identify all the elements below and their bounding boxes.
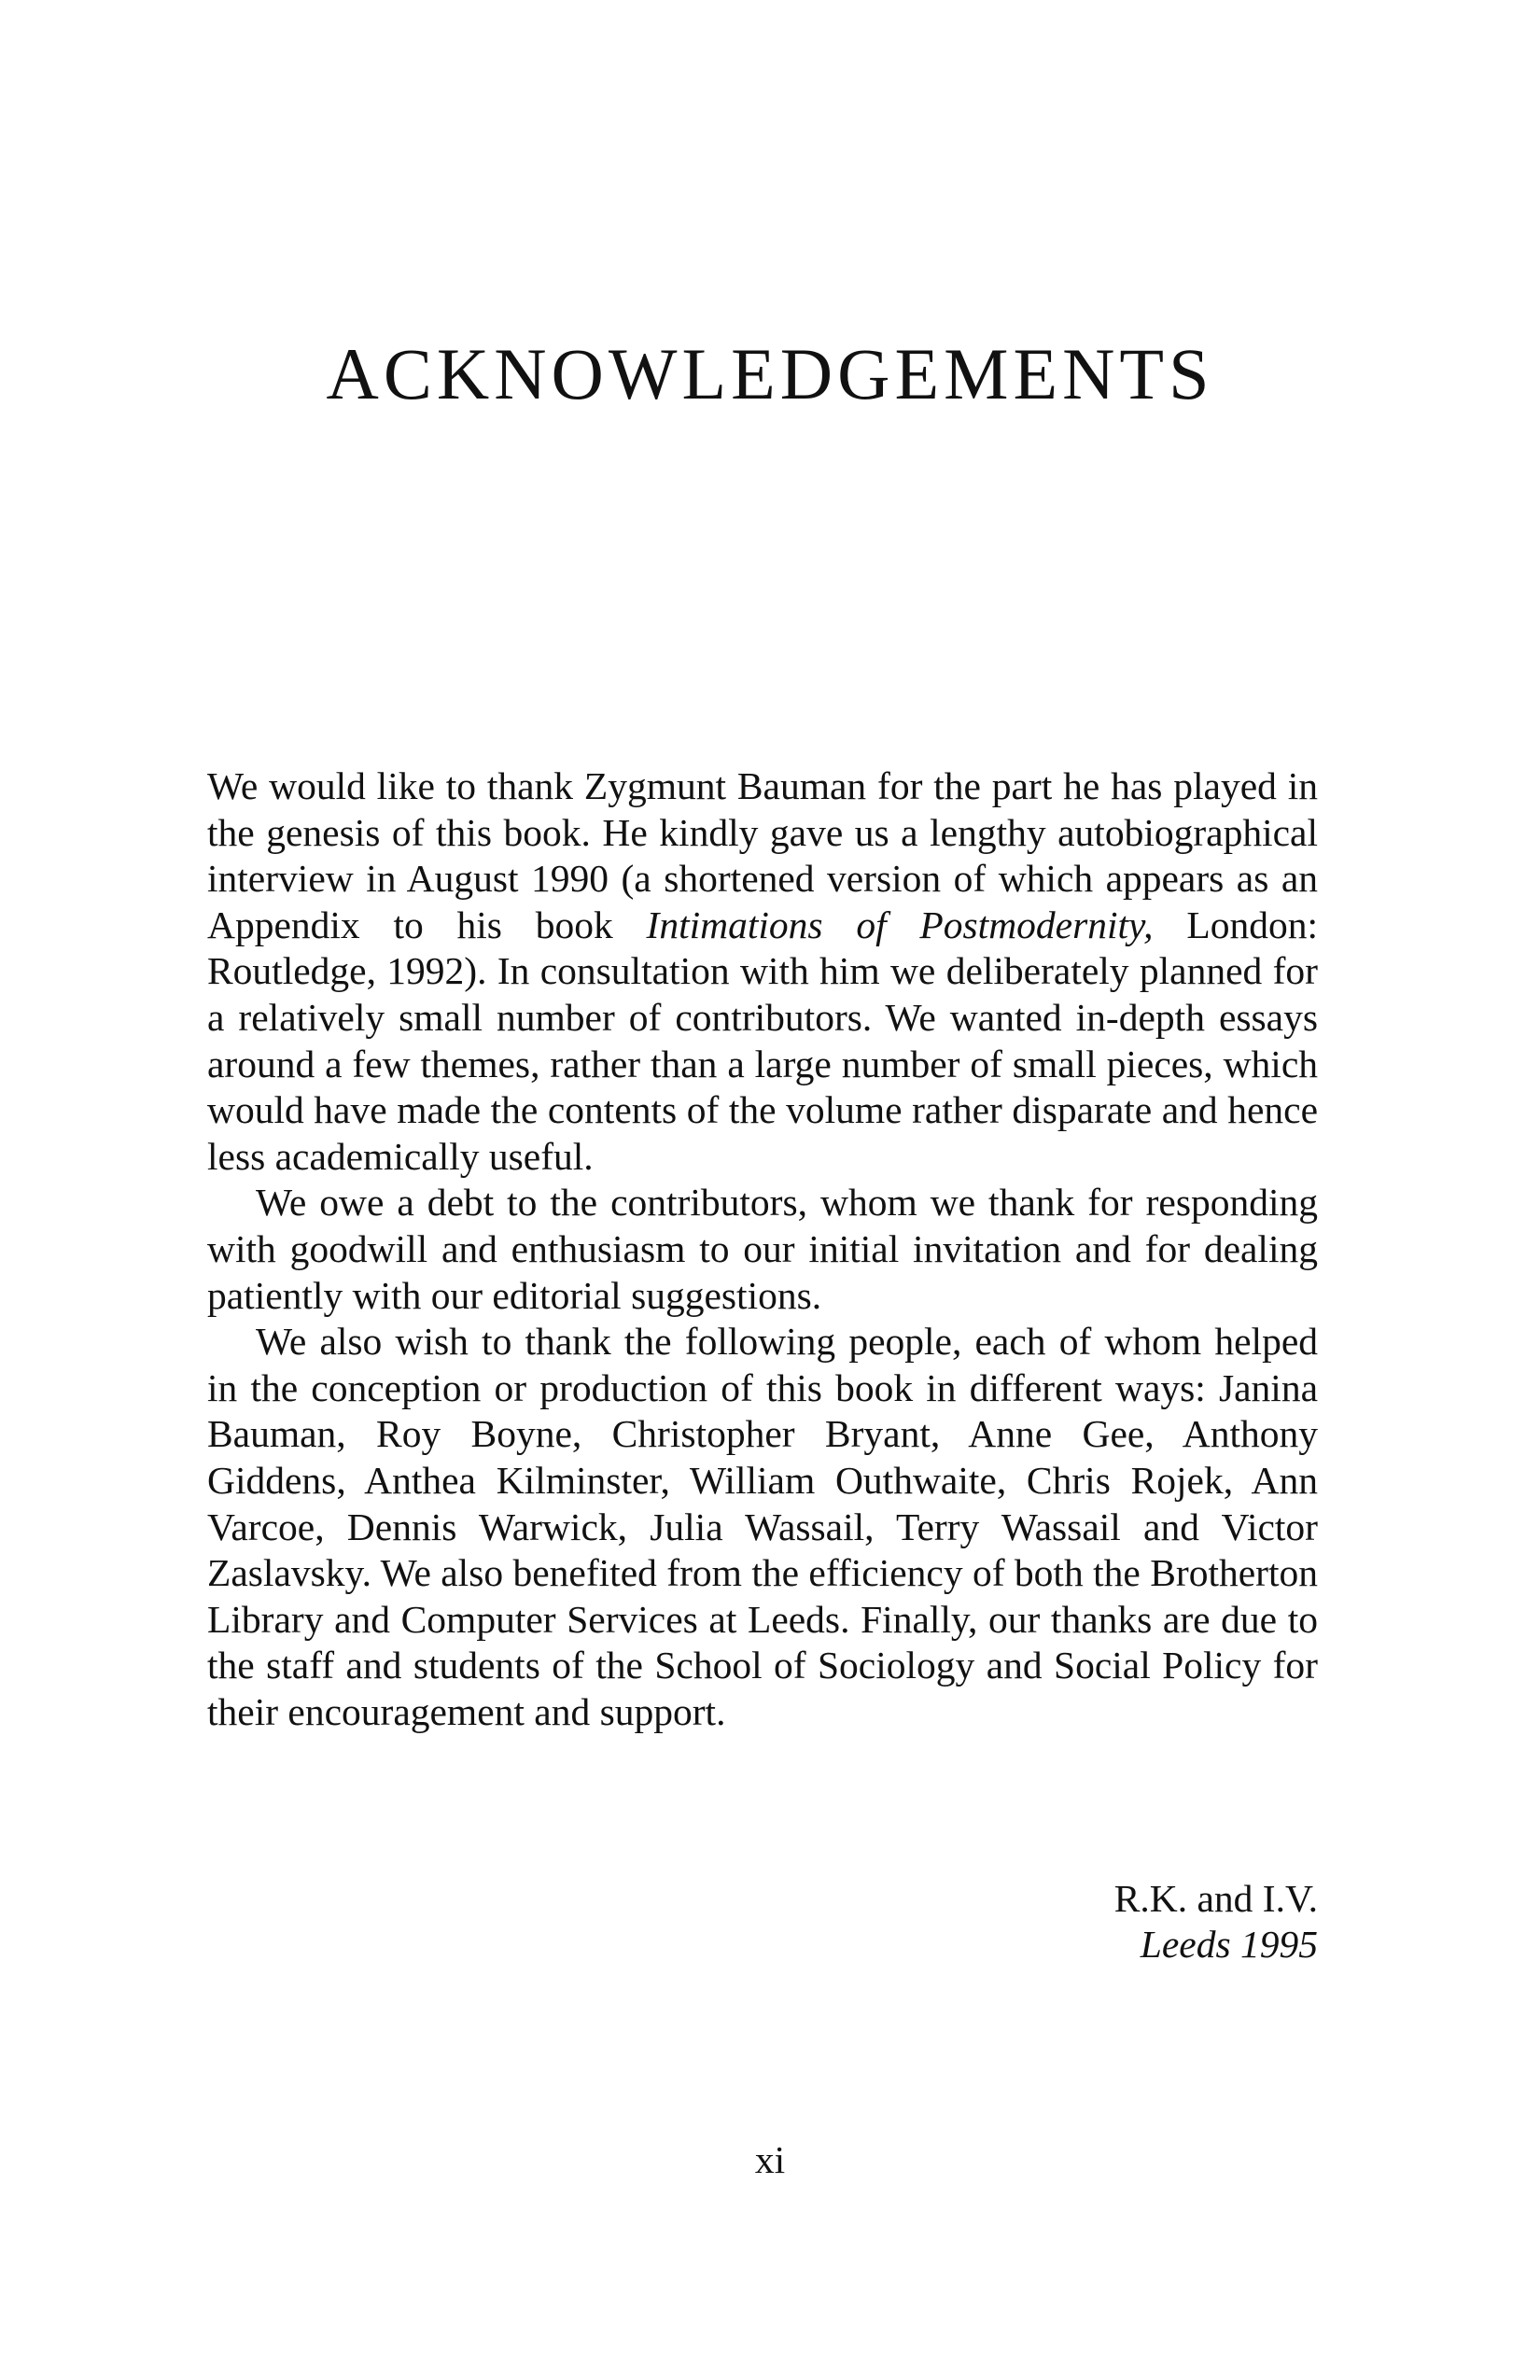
page-number: xi <box>754 2138 786 2181</box>
paragraph-1 <box>207 763 1318 1180</box>
book-title: Intimations of Postmodernity, <box>646 903 1154 946</box>
page-title: ACKNOWLEDGEMENTS <box>326 333 1214 414</box>
acknowledgements-body <box>207 763 1318 1735</box>
paragraph-1-text-start: We would like to thank Zygmunt Bauman for the part he has played in the genesis of this book. He kindly gave us a lengthy autobiographical interview in August 1990 (a shortened version of which appears as an Appendix to his book <box>207 764 1318 946</box>
signoff <box>1114 1876 1318 1967</box>
author-initials: R.K. and I.V. <box>1113 1877 1318 1920</box>
paragraph-2: We owe a debt to the contributors, whom we thank for responding with goodwill and enthusiasm to our initial invitation and for dealing patiently with our editorial suggestions. <box>207 1181 1318 1317</box>
paragraph-3: We also wish to thank the following people, each of whom helped in the conception or production of this book in different ways: Janina Bauman, Roy Boyne, Christopher Bryant, Anne Gee, Anthony Giddens, Anthea Kilminster, William Outhwaite, Chris Rojek, Ann Varcoe, Dennis Warwick, Julia Wassail, Terry Wassail and Victor Zaslavsky. We also benefited from the efficiency of both the Brotherton Library and Computer Services at Leeds. Finally, our thanks are due to the staff and students of the School of Sociology and Social Policy for their encouragement and support. <box>207 1320 1318 1733</box>
place-date: Leeds 1995 <box>1140 1923 1318 1966</box>
paragraph-1-text-end: London: Routledge, 1992). In consultation with him we deliberately planned for a relatively small number of contributors. We wanted in-depth essays around a few themes, rather than a large number of small pieces, which would have made the contents of the volume rather disparate and hence less academically useful. <box>207 903 1318 1178</box>
